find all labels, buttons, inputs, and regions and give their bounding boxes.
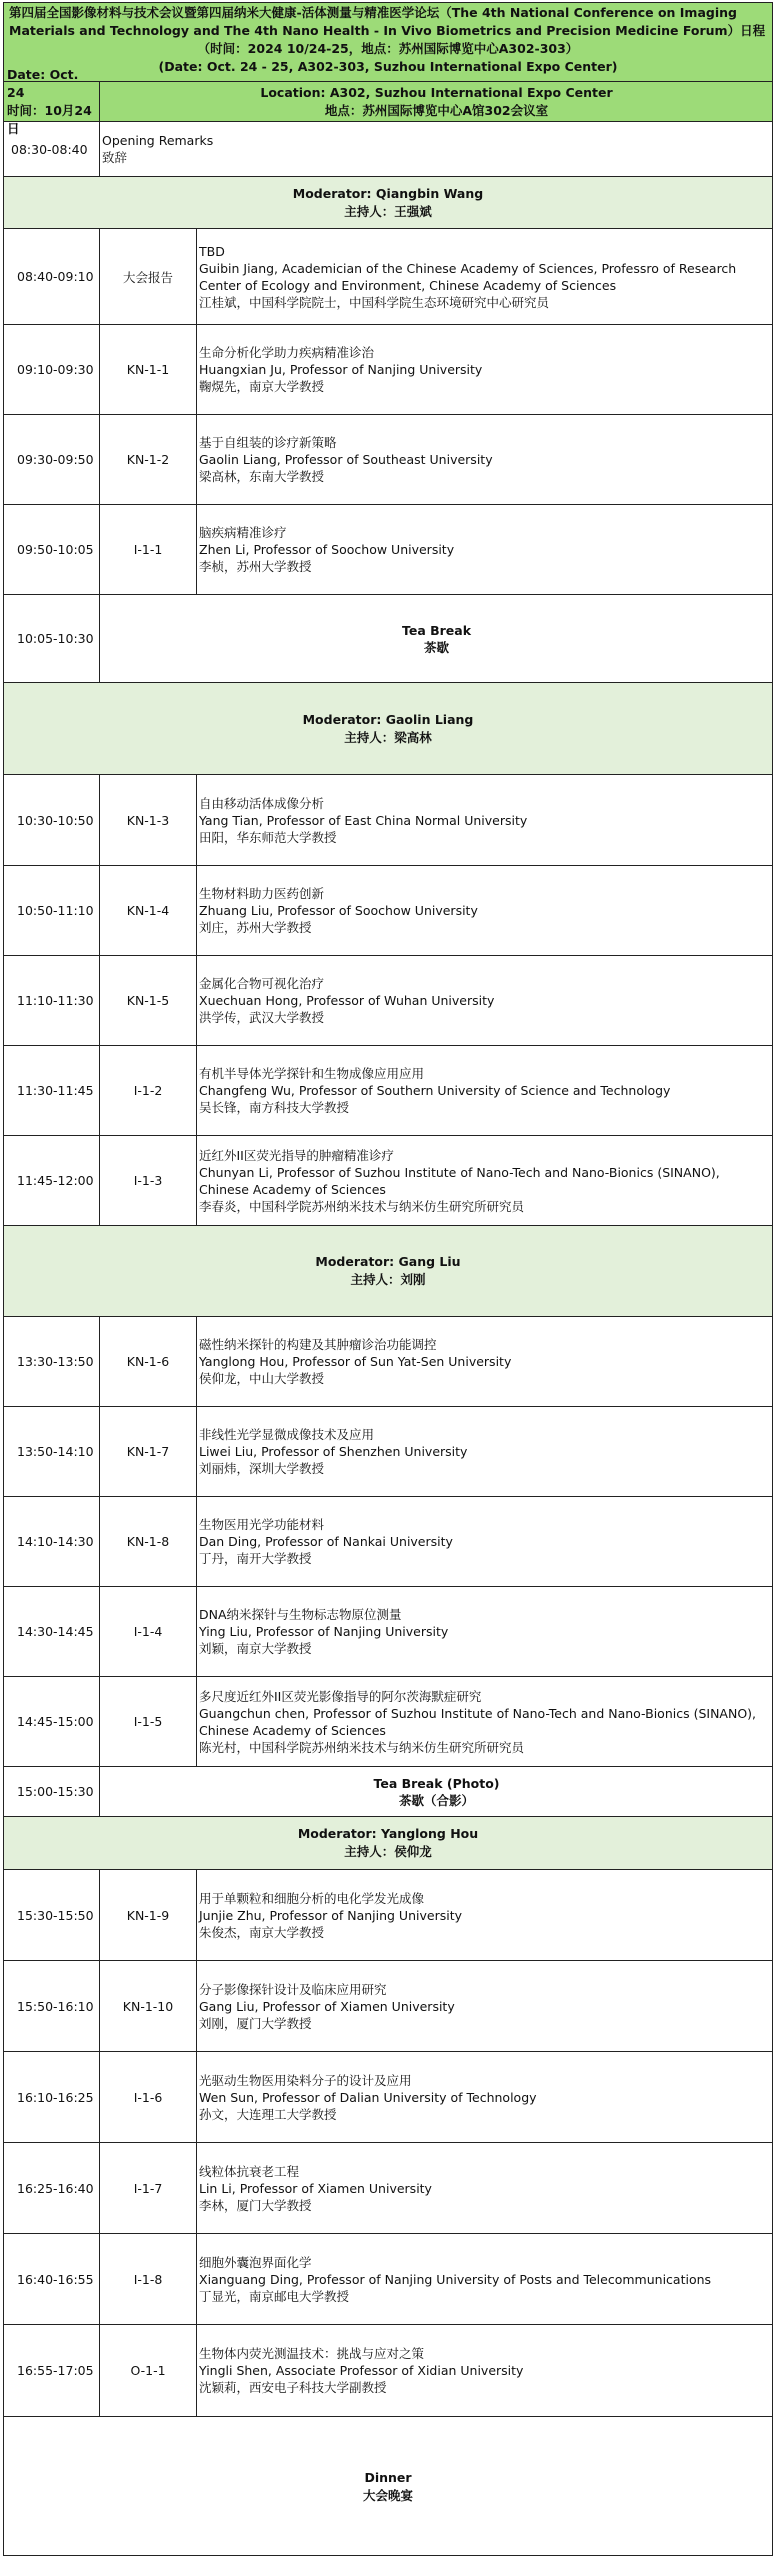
moderator-cn: 主持人：侯仰龙 [344, 1844, 432, 1859]
talk-code-cell: KN-1-9 [100, 1870, 197, 1960]
talk-title: 基于自组装的诊疗新策略 [199, 435, 337, 450]
talk-speaker-cn: 李林，厦门大学教授 [199, 2197, 312, 2213]
time-cell: 16:40-16:55 [3, 2234, 100, 2324]
talk-code-cell: I-1-6 [100, 2052, 197, 2142]
time-cell: 16:55-17:05 [3, 2325, 100, 2416]
time-cell: 10:30-10:50 [3, 775, 100, 865]
time-cell: 14:30-14:45 [3, 1587, 100, 1676]
talk-title: 细胞外囊泡界面化学 [199, 2254, 312, 2270]
talk-speaker: Zhen Li, Professor of Soochow University [199, 542, 455, 557]
talk-speaker-cn: 李春炎，中国科学院苏州纳米技术与纳米仿生研究所研究员 [199, 1198, 525, 1214]
talk-title: 分子影像探针设计及临床应用研究 [199, 1981, 387, 1997]
moderator-en: Moderator: Qiangbin Wang [292, 185, 484, 201]
moderator-cn: 主持人：王强斌 [344, 203, 432, 219]
talk-speaker-cn: 梁高林，东南大学教授 [199, 469, 325, 484]
talk-speaker-cn: 洪学传，武汉大学教授 [199, 1010, 325, 1025]
talk-speaker: Wen Sun, Professor of Dalian University of Technology [199, 2089, 537, 2105]
time-cell: 10:05-10:30 [3, 595, 100, 682]
conference-time-place-en: (Date: Oct. 24 - 25, A302-303, Suzhou International Expo Center) [158, 59, 618, 74]
time-cell: 11:30-11:45 [3, 1046, 100, 1135]
time-cell: 15:00-15:30 [3, 1767, 100, 1816]
talk-code-cell: KN-1-5 [100, 956, 197, 1045]
talk-code-cell: 大会报告 [100, 229, 197, 324]
time-cell: 09:10-09:30 [3, 325, 100, 414]
talk-speaker-cn: 田阳，华东师范大学教授 [199, 829, 337, 845]
talk-code-cell: KN-1-1 [100, 325, 197, 414]
time-cell: 11:10-11:30 [3, 956, 100, 1045]
talk-title: 生物医用光学功能材料 [199, 1517, 325, 1532]
talk-speaker: Huangxian Ju, Professor of Nanjing University [199, 362, 483, 377]
talk-code-cell: KN-1-10 [100, 1961, 197, 2051]
moderator-en: Moderator: Gang Liu [315, 1254, 461, 1269]
location-en: Location: A302, Suzhou International Expo Center [260, 84, 613, 100]
talk-speaker-cn: 孙文，大连理工大学教授 [199, 2106, 337, 2122]
talk-speaker: Yang Tian, Professor of East China Normal University [199, 812, 528, 828]
talk-speaker-cn: 丁丹，南开大学教授 [199, 1551, 312, 1566]
talk-title: DNA纳米探针与生物标志物原位测量 [199, 1607, 402, 1622]
time-cell: 08:30-08:40 [3, 122, 100, 176]
talk-title: 生命分析化学助力疾病精准诊治 [199, 345, 375, 360]
talk-code-cell: I-1-4 [100, 1587, 197, 1676]
moderator-en: Moderator: Gaolin Liang [302, 711, 474, 727]
talk-speaker-cn: 沈颖莉，西安电子科技大学副教授 [199, 2380, 387, 2395]
talk-code-cell: I-1-5 [100, 1677, 197, 1766]
talk-code-cell: KN-1-4 [100, 866, 197, 955]
location-cn: 地点：苏州国际博览中心A馆302会议室 [324, 102, 549, 118]
time-cell: 15:50-16:10 [3, 1961, 100, 2051]
talk-speaker: Liwei Liu, Professor of Shenzhen University [199, 1444, 468, 1459]
talk-speaker-cn: 江桂斌，中国科学院院士，中国科学院生态环境研究中心研究员 [199, 294, 550, 310]
time-cell: 13:50-14:10 [3, 1407, 100, 1496]
break-cn: 茶歇（合影） [398, 1792, 474, 1808]
talk-code-cell: KN-1-3 [100, 775, 197, 865]
talk-speaker: Guangchun chen, Professor of Suzhou Institute of Nano-Tech and Nano-Bionics (SINANO), Chinese Academy of Sciences [199, 1705, 757, 1738]
time-cell: 08:40-09:10 [3, 229, 100, 324]
time-cell: 09:30-09:50 [3, 415, 100, 504]
talk-speaker-cn: 李桢，苏州大学教授 [199, 559, 312, 574]
talk-title: 线粒体抗衰老工程 [199, 2163, 300, 2179]
talk-speaker: Junjie Zhu, Professor of Nanjing University [199, 1907, 462, 1923]
opening-en: Opening Remarks [102, 133, 214, 148]
talk-speaker: Gang Liu, Professor of Xiamen University [199, 1998, 455, 2014]
talk-speaker-cn: 鞠熀先，南京大学教授 [199, 379, 325, 394]
talk-speaker-cn: 刘颖，南京大学教授 [199, 1641, 312, 1656]
talk-speaker: Changfeng Wu, Professor of Southern University of Science and Technology [199, 1083, 671, 1098]
talk-speaker: Yingli Shen, Associate Professor of Xidian University [199, 2363, 524, 2378]
date-en: Date: Oct. 24 [7, 66, 79, 100]
talk-speaker-cn: 侯仰龙，中山大学教授 [199, 1371, 325, 1386]
time-cell: 16:10-16:25 [3, 2052, 100, 2142]
talk-title: 生物材料助力医药创新 [199, 886, 325, 901]
time-cell: 15:30-15:50 [3, 1870, 100, 1960]
talk-title: TBD [199, 243, 225, 259]
talk-code-cell: I-1-2 [100, 1046, 197, 1135]
talk-speaker: Ying Liu, Professor of Nanjing University [199, 1624, 449, 1639]
talk-title: 生物体内荧光测温技术：挑战与应对之策 [199, 2346, 425, 2361]
date-cn: 时间：10月24日 [7, 102, 92, 136]
talk-code-cell: KN-1-2 [100, 415, 197, 504]
moderator-en: Moderator: Yanglong Hou [297, 1826, 479, 1841]
time-cell: 09:50-10:05 [3, 505, 100, 594]
talk-code-cell: KN-1-7 [100, 1407, 197, 1496]
talk-title: 光驱动生物医用染料分子的设计及应用 [199, 2072, 412, 2088]
talk-speaker: Lin Li, Professor of Xiamen University [199, 2180, 432, 2196]
time-cell: 13:30-13:50 [3, 1317, 100, 1406]
moderator-cn: 主持人：梁高林 [344, 729, 432, 745]
dinner-cn: 大会晚宴 [362, 2487, 413, 2503]
talk-title: 磁性纳米探针的构建及其肿瘤诊治功能调控 [199, 1337, 437, 1352]
talk-speaker: Zhuang Liu, Professor of Soochow University [199, 903, 478, 918]
talk-speaker-cn: 刘庄，苏州大学教授 [199, 920, 312, 935]
moderator-cn: 主持人：刘刚 [350, 1272, 426, 1287]
talk-title: 有机半导体光学探针和生物成像应用应用 [199, 1066, 425, 1081]
talk-title: 近红外II区荧光指导的肿瘤精准诊疗 [199, 1147, 394, 1163]
talk-title: 金属化合物可视化治疗 [199, 976, 325, 991]
talk-code-cell: I-1-8 [100, 2234, 197, 2324]
talk-speaker: Dan Ding, Professor of Nankai University [199, 1534, 453, 1549]
talk-speaker-cn: 丁显光，南京邮电大学教授 [199, 2288, 350, 2304]
table-border [3, 2, 773, 2556]
time-cell: 14:45-15:00 [3, 1677, 100, 1766]
talk-speaker-cn: 刘丽炜，深圳大学教授 [199, 1461, 325, 1476]
time-cell: 14:10-14:30 [3, 1497, 100, 1586]
time-cell: 11:45-12:00 [3, 1136, 100, 1225]
talk-title: 用于单颗粒和细胞分析的电化学发光成像 [199, 1890, 425, 1906]
talk-title: 非线性光学显微成像技术及应用 [199, 1427, 375, 1442]
time-cell: 10:50-11:10 [3, 866, 100, 955]
conference-time-place-cn: （时间：2024 10/24-25，地点：苏州国际博览中心A302-303） [197, 41, 579, 56]
break-cn: 茶歇 [423, 639, 449, 655]
talk-code-cell: I-1-1 [100, 505, 197, 594]
talk-speaker-cn: 陈光村，中国科学院苏州纳米技术与纳米仿生研究所研究员 [199, 1739, 525, 1755]
dinner-en: Dinner [364, 2469, 412, 2485]
time-cell: 16:25-16:40 [3, 2143, 100, 2233]
talk-title: 多尺度近红外II区荧光影像指导的阿尔茨海默症研究 [199, 1688, 482, 1704]
break-en: Tea Break [401, 622, 472, 638]
talk-code-cell: I-1-7 [100, 2143, 197, 2233]
talk-speaker: Chunyan Li, Professor of Suzhou Institute of Nano-Tech and Nano-Bionics (SINANO), Chinese Academy of Sciences [199, 1164, 720, 1197]
talk-speaker: Yanglong Hou, Professor of Sun Yat-Sen University [199, 1354, 512, 1369]
talk-speaker: Gaolin Liang, Professor of Southeast University [199, 452, 493, 467]
talk-speaker: Xianguang Ding, Professor of Nanjing University of Posts and Telecommunications [199, 2271, 712, 2287]
talk-speaker: Guibin Jiang, Academician of the Chinese Academy of Sciences, Professro of Research Center of Ecology and Environment, Chinese Academy of Sciences [199, 260, 737, 293]
talk-code-cell: KN-1-6 [100, 1317, 197, 1406]
talk-speaker: Xuechuan Hong, Professor of Wuhan University [199, 993, 495, 1008]
talk-title: 自由移动活体成像分析 [199, 795, 325, 811]
talk-code-cell: O-1-1 [100, 2325, 197, 2416]
talk-speaker-cn: 刘刚，厦门大学教授 [199, 2015, 312, 2031]
talk-code-cell: I-1-3 [100, 1136, 197, 1225]
talk-code-cell: KN-1-8 [100, 1497, 197, 1586]
talk-title: 脑疾病精准诊疗 [199, 525, 287, 540]
talk-speaker-cn: 吴长锋，南方科技大学教授 [199, 1100, 350, 1115]
opening-cn: 致辞 [102, 150, 128, 165]
conference-title: 第四届全国影像材料与技术会议暨第四届纳米大健康-活体测量与精准医学论坛（The 4th National Conference on Imaging Materials and Technology and The 4th Nano Health - In Vivo Biometrics and Precision Medicine Forum）日程 [9, 5, 766, 38]
break-en: Tea Break (Photo) [373, 1775, 500, 1791]
talk-speaker-cn: 朱俊杰，南京大学教授 [199, 1924, 325, 1940]
